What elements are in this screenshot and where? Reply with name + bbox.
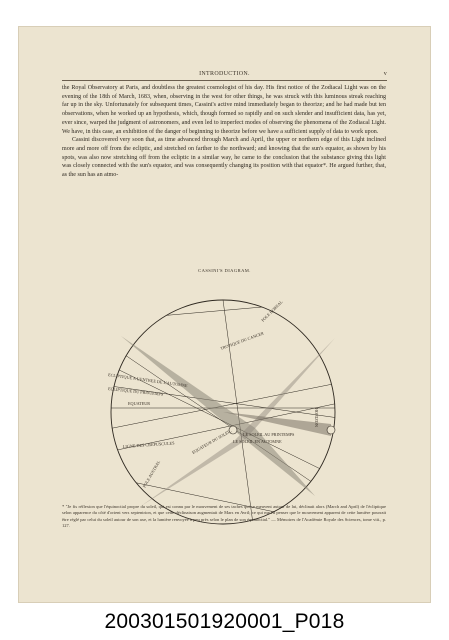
label-ecliptic-autumn: ECLIPTIQUE A L'ENTREE DE L'AUTOMNE [107, 372, 188, 389]
label-equator-sun: EQUATEUR DU SOLEIL [191, 428, 233, 455]
paragraph-1: the Royal Observatory at Paris, and doubtless the greatest cosmologist of his day. His first notice of the Zodiacal Light was on the evening of the 18th of March, 1683, when, observing in the west for other things, he was struck with this luminous streak reaching far up in the sky. Unfortunately for subsequent times, Cassini's active mind immediately began to theorize; and he had made but ten observations, when he worked up an hypothesis, which, though formed so rapidly and on such slender and insufficient data, has yet, ever since, warped the judgment of astronomers, and even led to imperfect modes of observing the phenomena of the Zodiacal Light. We have, in this case, an exhibition of the danger of beginning to theorize before we have a sufficient supply of data to work upon. [62, 85, 386, 135]
page-number: v [383, 71, 387, 77]
label-sun-spring: LE SOLEIL AU PRINTEMPS [243, 432, 295, 437]
diagram-caption: CASSINI'S DIAGRAM. [198, 268, 251, 273]
label-horizon: HORIZON [314, 408, 319, 427]
book-page [18, 26, 431, 603]
body-text [62, 84, 386, 180]
footnote-text: * "Je fis réflexion que l'équinoctial propre du soleil, qui est connu par le mouvement de ses taches qui se meuvent autour de lui, déclinait alors (March and April) de l'écliptique selon apparence du côté d'orient vers septentrion, et que cette déclinaison augmentait de Mars en Avril; ce qui me fit penser que le mouvement apparent de cette lumière pourrait être réglé par celui du soleil autour de son axe, et la lumière renvoyée à peu près selon le plan de son équinoctial." — Mémoires de l'Académie Royale des Sciences, tome viii., p. 127. [62, 504, 386, 529]
footnote [62, 504, 386, 530]
label-tropic-cancer: TROPIQUE DU CANCER [219, 330, 265, 351]
label-horizon-line: LIGNE DES CREPUSCULES [122, 440, 175, 449]
header-rule [62, 80, 387, 81]
label-north-pole: POLE BOREAL [260, 299, 284, 323]
upper-line [113, 300, 343, 320]
paragraph-2: Cassini discovered very soon that, as time advanced through March and April, the upper or northern edge of this Light inclined more and more off from the ecliptic, and stretched on farther to the northward; and knowing that the sun's equator, as shown by his spots, was also now stretching off from the ecliptic in a similar way, he came to the conclusion that the substance giving this light was closely connected with the sun's equator, and was consequently changing its position with that equator*. He argued further, that, as the sun has an atmo- [62, 137, 386, 179]
label-sun-autumn: LE SOLEIL EN AUTOMNE [233, 439, 282, 444]
sun-autumn [327, 426, 335, 434]
cassini-diagram [83, 280, 363, 528]
label-south-pole: POLE AUSTRAL [141, 459, 162, 489]
label-equator: EQUATEUR [128, 401, 151, 406]
scan-id-label: 200301501920001_P018 [104, 610, 345, 633]
running-title: INTRODUCTION. [199, 71, 250, 77]
label-ecliptic-spring: ECLIPTIQUE DU PRINTEMPS [107, 386, 164, 397]
